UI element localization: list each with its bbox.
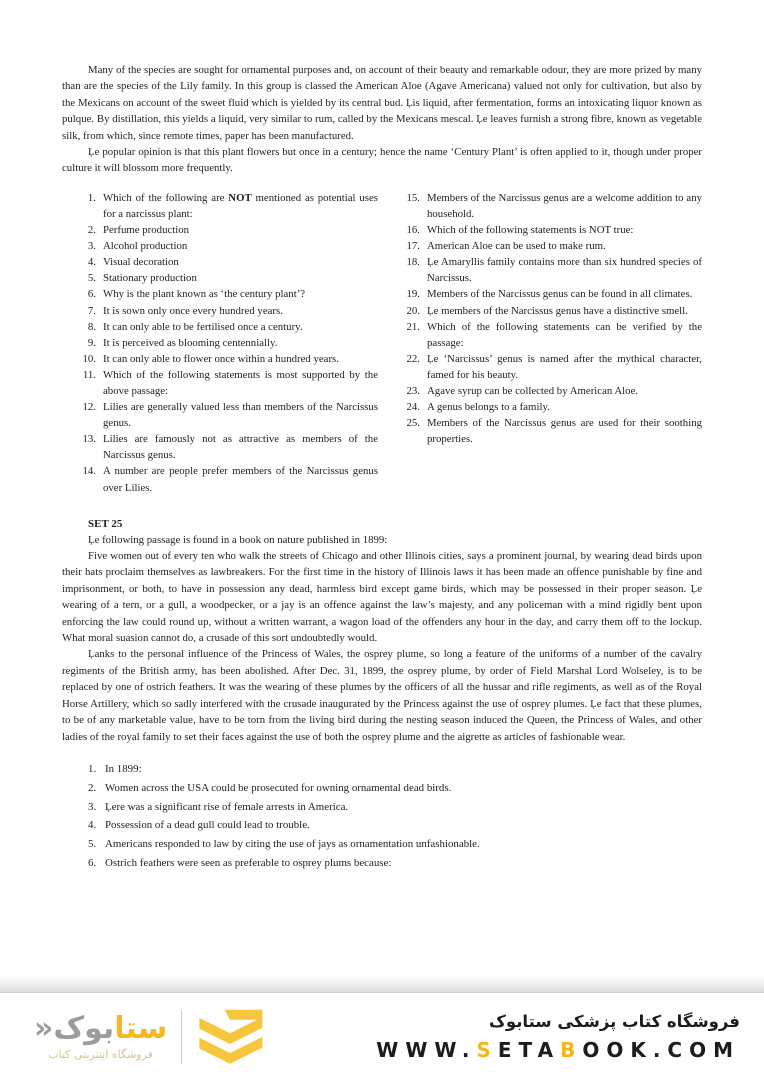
setabook-logo (34, 1010, 168, 1061)
question-column-left (76, 190, 378, 496)
question-text: In 1899: (105, 762, 142, 775)
set-paragraph-2: Ļanks to the personal influence of the Princess of Wales, the osprey plume, so long a feature of the uniforms of a number of the cavalry regiments of the British army, has been abolished. After Dec. 31, 1899, the osprey plume, by order of Field Marshal Lord Wolseley, is to be replaced by one of ostrich feathers. It was the wearing of these plumes by the officers of all the hussar and rifle regiments, as well as of the Royal Horse Artillery, which so sadly interfered with the crusade inaugurated by the Princess against the use of osprey plumes. Ļe fact that these plumes, to be of any marketable value, have to be torn from the living bird during the nesting season induced the Queen, the Princess of Wales, and other ladies of the royal family to set their faces against the use of both the osprey plume and the aigrette as articles of fashionable wear. (62, 648, 702, 743)
question-text: Alcohol production (103, 240, 188, 253)
question-item (76, 463, 378, 495)
question-number: 3. (87, 240, 96, 253)
chevron-logo-icon (194, 1006, 266, 1068)
question-text: It is sown only once every hundred years. (103, 304, 283, 317)
question-column-right (400, 190, 702, 496)
set-paragraph-1: Five women out of every ten who walk the streets of Chicago and other Illinois cities, says a prominent journal, by wearing dead birds upon their hats proclaim themselves as lawbreakers. For the first time in the history of Illinois laws it has been made an offence punishable by fine and imprisonment, or both, to have in possession any dead, harmless bird except game birds, which may be possessed in their proper season. Ļe wearing of a tern, or a gull, a woodpecker, or a jay is an offence against the law’s majesty, and any policeman with a mind rigidly bent upon enforcing the law could round up, without a written warrant, a wagon load of the offenders any hour in the day, and carry them off to the lockup. What moral suasion cannot do, a crusade of this sort undoubtedly would. (62, 550, 702, 645)
question-text: Which of the following statements is NOT true: (427, 224, 634, 237)
intro-paragraph-1: Many of the species are sought for ornamental purposes and, on account of their beauty and remarkable odour, they are more prized by many than are the species of the Lily family. In this group is classed the American Aloe (Agave Americana) valued not only for cultivation, but also by the Mexicans on account of the sweet fluid which is yielded by its central bud. Ļis liquid, after fermentation, forms an intoxicating liquor known as pulque. By distillation, this yields a liquid, very similar to rum, called by the Mexicans mescal. Ļe leaves furnish a strong fibre, known as vegetable silk, from which, since remote times, paper has been manufactured. (62, 64, 702, 142)
question-text: Stationary production (103, 272, 197, 285)
question-text: Ostrich feathers were seen as preferable to osprey plums because: (105, 856, 392, 869)
question-number: 2. (88, 781, 97, 794)
logo-subtext: فروشگاه اینترنتی کتاب (48, 1047, 153, 1061)
question-number: 14. (82, 465, 96, 478)
question-number: 4. (88, 819, 97, 832)
question-item (400, 351, 702, 383)
question-text: Members of the Narcissus genus can be found in all climates. (427, 288, 693, 301)
question-item (76, 335, 378, 351)
question-text: It can only able to be fertilised once a century. (103, 320, 303, 333)
footer-banner (0, 993, 764, 1080)
question-text: Ļere was a significant rise of female arrests in America. (105, 800, 349, 813)
question-text: Americans responded to law by citing the use of jays as ornamentation unfashionable. (105, 838, 480, 851)
set-intro-line: Ļe following passage is found in a book on nature published in 1899: (88, 533, 388, 546)
question-number: 22. (406, 352, 420, 365)
question-number: 6. (87, 288, 96, 301)
question-item (76, 399, 378, 431)
question-item (400, 319, 702, 351)
question-number: 18. (406, 256, 420, 269)
question-number: 5. (87, 272, 96, 285)
question-text: Women across the USA could be prosecuted for owning ornamental dead birds. (105, 781, 452, 794)
page-bottom-shadow (0, 975, 764, 993)
question-item (400, 399, 702, 415)
question-text: Agave syrup can be collected by American Aloe. (427, 384, 639, 397)
question-item (76, 319, 378, 335)
question-text: A number are people prefer members of the Narcissus genus over Lilies. (103, 465, 378, 494)
question-number: 11. (82, 368, 96, 381)
question-text: American Aloe can be used to make rum. (427, 240, 606, 253)
question-item (88, 816, 702, 835)
question-number: 6. (88, 856, 97, 869)
question-text: Lilies are famously not as attractive as members of the Narcissus genus. (103, 433, 378, 462)
question-item (76, 254, 378, 270)
question-item (400, 190, 702, 222)
question-number: 10. (82, 352, 96, 365)
setabook-wordmark: ستابوک« (34, 1010, 168, 1046)
question-item (88, 854, 702, 873)
question-text: It is perceived as blooming centennially. (103, 336, 278, 349)
question-number: 3. (88, 800, 97, 813)
question-number: 8. (87, 320, 96, 333)
question-item (88, 798, 702, 817)
question-item (76, 238, 378, 254)
question-number: 25. (406, 417, 420, 430)
question-text: Ļe Amaryllis family contains more than six hundred species of Narcissus. (427, 256, 702, 285)
question-item (400, 303, 702, 319)
question-text: Which of the following statements is most supported by the above passage: (103, 368, 378, 397)
question-item (76, 351, 378, 367)
question-number: 4. (87, 256, 96, 269)
question-number: 15. (406, 191, 420, 204)
question-item (400, 415, 702, 447)
question-item (88, 779, 702, 798)
question-number: 21. (406, 320, 420, 333)
question-text: Which of the following are NOT mentioned as potential uses for a narcissus plant: (103, 191, 378, 220)
question-text: Possession of a dead gull could lead to trouble. (105, 819, 310, 832)
question-text: Visual decoration (103, 256, 179, 269)
question-number: 24. (406, 401, 420, 414)
question-text: Members of the Narcissus genus are a welcome addition to any household. (427, 191, 702, 220)
footer-url: WWW.SETABOOK.COM (376, 1038, 740, 1062)
question-number: 12. (82, 401, 96, 414)
question-number: 2. (87, 224, 96, 237)
question-number: 16. (406, 224, 420, 237)
question-columns (62, 190, 702, 496)
question-number: 1. (88, 762, 97, 775)
question-item (76, 270, 378, 286)
question-number: 20. (406, 304, 420, 317)
intro-paragraph-2: Ļe popular opinion is that this plant flowers but once in a century; hence the name ‘Century Plant’ is often applied to it, though under proper culture it will blossom more frequently. (62, 146, 702, 175)
footer-title-farsi: فروشگاه کتاب پزشکی ستابوک (489, 1012, 740, 1031)
question-item (76, 367, 378, 399)
bottom-question-list (62, 760, 702, 873)
question-text: A genus belongs to a family. (427, 401, 550, 414)
question-number: 23. (406, 384, 420, 397)
question-item (400, 286, 702, 302)
question-item (76, 222, 378, 238)
question-number: 7. (87, 304, 96, 317)
question-text: Members of the Narcissus genus are used for their soothing properties. (427, 417, 702, 446)
question-number: 19. (406, 288, 420, 301)
set-25-section (62, 516, 702, 745)
question-item (76, 303, 378, 319)
question-number: 17. (406, 240, 420, 253)
set-heading: SET 25 (88, 517, 123, 530)
question-item (76, 431, 378, 463)
question-text: Which of the following statements can be verified by the passage: (427, 320, 702, 349)
footer-right-block (376, 1011, 740, 1062)
question-number: 9. (87, 336, 96, 349)
footer-divider (181, 1010, 182, 1064)
question-number: 5. (88, 838, 97, 851)
question-item (88, 760, 702, 779)
question-number: 13. (82, 433, 96, 446)
question-text: Ļe ‘Narcissus’ genus is named after the mythical character, famed for his beauty. (427, 352, 702, 381)
question-text: Ļe members of the Narcissus genus have a distinctive smell. (427, 304, 688, 317)
question-item (76, 286, 378, 302)
question-text: It can only able to flower once within a hundred years. (103, 352, 339, 365)
question-number: 1. (87, 191, 96, 204)
question-item (400, 238, 702, 254)
question-text: Lilies are generally valued less than members of the Narcissus genus. (103, 401, 378, 430)
question-item (88, 835, 702, 854)
question-text: Why is the plant known as ‘the century plant’? (103, 288, 306, 301)
question-item (400, 222, 702, 238)
question-text: Perfume production (103, 224, 190, 237)
question-item (400, 383, 702, 399)
question-item (76, 190, 378, 222)
question-item (400, 254, 702, 286)
